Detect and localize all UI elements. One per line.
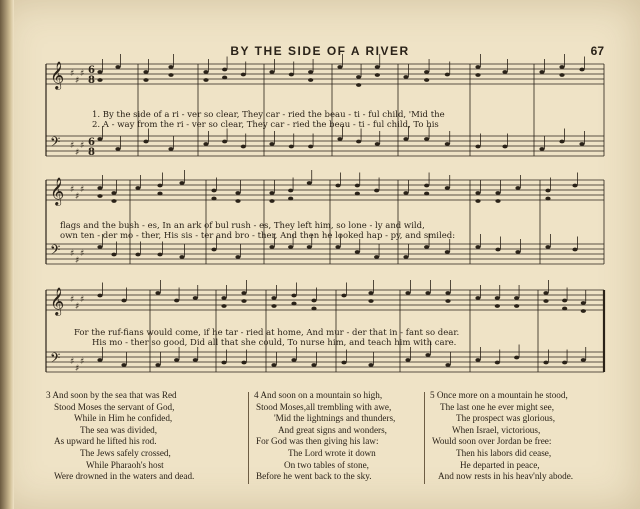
note-head: [157, 184, 162, 188]
note-head: [289, 145, 294, 149]
note-head: [495, 191, 500, 195]
note-head: [445, 363, 450, 367]
sharp-icon: ♯: [75, 76, 80, 86]
note-head: [445, 73, 450, 77]
bass-clef-icon: 𝄢: [50, 350, 61, 369]
verse-divider: [248, 392, 249, 484]
treble-clef-icon: 𝄞: [50, 177, 65, 205]
verse-3: [46, 390, 194, 483]
verse-line: The Jews safely crossed,: [80, 447, 171, 458]
note-head: [475, 245, 480, 249]
note-head: [289, 73, 294, 77]
note-head: [121, 299, 126, 303]
note-head: [311, 307, 316, 311]
verse-line: 'Mid the lightnings and thunders,: [274, 413, 396, 424]
note-head: [374, 255, 379, 259]
note-head: [308, 145, 313, 149]
time-signature: 6: [88, 137, 95, 148]
note-head: [514, 356, 519, 360]
note-head: [581, 358, 586, 362]
note-head: [545, 245, 550, 249]
verse-line: Stood Moses the servant of God,: [54, 401, 175, 412]
note-head: [356, 140, 361, 144]
sharp-icon: ♯: [80, 141, 85, 151]
note-head: [269, 70, 274, 74]
note-head: [271, 296, 276, 300]
time-signature: 6: [88, 65, 95, 76]
note-head: [579, 68, 584, 72]
note-head: [235, 191, 240, 195]
note-head: [559, 65, 564, 69]
lyric-line: His mo - ther so good, Did all that she could, To nurse him, and teach him with care.: [92, 338, 457, 348]
note-head: [222, 140, 227, 144]
sharp-icon: ♯: [75, 256, 80, 266]
note-head: [403, 191, 408, 195]
note-head: [515, 186, 520, 190]
note-head: [581, 309, 586, 313]
note-head: [403, 137, 408, 141]
note-head: [335, 184, 340, 188]
verse-line: The prospect was glorious,: [456, 413, 555, 424]
verse-line: Stood Moses,all trembling with awe,: [256, 401, 392, 412]
note-head: [475, 65, 480, 69]
verse-line: The Lord wrote it down: [288, 447, 376, 458]
note-head: [405, 291, 410, 295]
note-head: [241, 291, 246, 295]
note-head: [374, 189, 379, 193]
verse-5: [430, 390, 573, 483]
note-head: [424, 192, 429, 196]
note-head: [222, 68, 227, 72]
note-head: [543, 361, 548, 365]
sharp-icon: ♯: [80, 185, 85, 195]
note-head: [375, 142, 380, 146]
note-head: [337, 65, 342, 69]
note-head: [424, 184, 429, 188]
sharp-icon: ♯: [70, 295, 75, 305]
note-head: [97, 186, 102, 190]
note-head: [111, 191, 116, 195]
note-head: [143, 70, 148, 74]
bass-clef-icon: 𝄢: [50, 134, 61, 153]
note-head: [543, 291, 548, 295]
note-head: [572, 184, 577, 188]
note-head: [539, 147, 544, 151]
note-head: [241, 145, 246, 149]
note-head: [135, 186, 140, 190]
bass-clef-icon: 𝄢: [50, 242, 61, 261]
sharp-icon: ♯: [70, 141, 75, 151]
note-head: [445, 250, 450, 254]
note-head: [235, 255, 240, 259]
note-head: [425, 353, 430, 357]
lyric-line: own ten - der mo - ther, His sis - ter and bro - ther, And then he looked hap - py, and smiled:: [60, 231, 456, 241]
note-head: [269, 199, 274, 203]
note-head: [221, 304, 226, 308]
note-head: [174, 299, 179, 303]
note-head: [445, 186, 450, 190]
sharp-icon: ♯: [75, 148, 80, 158]
note-head: [157, 253, 162, 257]
note-head: [211, 189, 216, 193]
note-head: [307, 245, 312, 249]
lyric-line: For the ruf-fians would come, if he tar - ried at home, And mur - der that in - fant so dear.: [74, 328, 460, 338]
verse-line: Would soon over Jordan be free:: [432, 436, 552, 447]
note-head: [572, 248, 577, 252]
lyric-line: 1. By the side of a ri - ver so clear, They car - ried the beau - ti - ful child, 'Mid the: [92, 110, 445, 120]
note-head: [368, 363, 373, 367]
note-head: [203, 70, 208, 74]
note-head: [308, 78, 313, 82]
note-head: [193, 358, 198, 362]
note-head: [269, 142, 274, 146]
verse-line: As upward he lifted his rod.: [54, 436, 157, 447]
note-head: [424, 137, 429, 141]
note-head: [475, 145, 480, 149]
note-head: [539, 70, 544, 74]
note-head: [307, 181, 312, 185]
note-head: [425, 291, 430, 295]
sharp-icon: ♯: [80, 357, 85, 367]
note-head: [221, 296, 226, 300]
verse-line: While in Him he confided,: [74, 413, 173, 424]
time-signature: 8: [88, 75, 95, 86]
note-head: [221, 361, 226, 365]
note-head: [355, 184, 360, 188]
note-head: [475, 199, 480, 203]
note-head: [271, 363, 276, 367]
note-head: [174, 358, 179, 362]
note-head: [543, 299, 548, 303]
note-head: [168, 65, 173, 69]
sharp-icon: ♯: [80, 69, 85, 79]
verse-4: [254, 390, 395, 483]
note-head: [579, 142, 584, 146]
note-head: [403, 255, 408, 259]
note-head: [291, 302, 296, 306]
verse-line: Before he went back to the sky.: [256, 471, 372, 482]
page-number: 67: [590, 44, 604, 58]
note-head: [291, 294, 296, 298]
note-head: [515, 250, 520, 254]
note-head: [445, 291, 450, 295]
note-head: [155, 363, 160, 367]
note-head: [475, 191, 480, 195]
note-head: [559, 73, 564, 77]
note-head: [562, 307, 567, 311]
note-head: [341, 294, 346, 298]
note-head: [97, 358, 102, 362]
note-head: [368, 291, 373, 295]
note-head: [502, 70, 507, 74]
note-head: [135, 253, 140, 257]
verse-line: Were drowned in the waters and dead.: [54, 471, 195, 482]
sharp-icon: ♯: [75, 192, 80, 202]
note-head: [241, 299, 246, 303]
note-head: [495, 199, 500, 203]
note-head: [179, 255, 184, 259]
note-head: [241, 361, 246, 365]
note-head: [559, 140, 564, 144]
verse-line: He departed in peace,: [460, 459, 540, 470]
note-head: [222, 76, 227, 80]
note-head: [424, 245, 429, 249]
note-head: [311, 299, 316, 303]
note-head: [203, 78, 208, 82]
note-head: [288, 197, 293, 201]
note-head: [355, 250, 360, 254]
note-head: [375, 65, 380, 69]
sharp-icon: ♯: [70, 185, 75, 195]
note-head: [424, 70, 429, 74]
note-head: [155, 291, 160, 295]
note-head: [405, 358, 410, 362]
sharp-icon: ♯: [75, 302, 80, 312]
lyric-line: flags and the bush - es, In an ark of bul rush - es, They left him, so lone - ly and wild,: [60, 221, 425, 231]
note-head: [97, 78, 102, 82]
verse-line: 5 Once more on a mountain he stood,: [430, 390, 568, 400]
verse-line: And great signs and wonders,: [278, 424, 387, 435]
verse-divider: [424, 392, 425, 484]
page-title: BY THE SIDE OF A RIVER: [230, 44, 410, 58]
note-head: [203, 142, 208, 146]
sharp-icon: ♯: [80, 249, 85, 259]
treble-clef-icon: 𝄞: [50, 287, 65, 315]
note-head: [269, 191, 274, 195]
note-head: [111, 199, 116, 203]
note-head: [445, 299, 450, 303]
note-head: [502, 145, 507, 149]
note-head: [495, 296, 500, 300]
note-head: [375, 73, 380, 77]
note-head: [562, 299, 567, 303]
verse-line: And now rests in his heav'nly abode.: [438, 471, 574, 482]
note-head: [475, 296, 480, 300]
sharp-icon: ♯: [80, 295, 85, 305]
verse-line: On two tables of stone,: [284, 459, 369, 470]
note-head: [235, 199, 240, 203]
note-head: [335, 245, 340, 249]
note-head: [341, 361, 346, 365]
note-head: [115, 147, 120, 151]
note-head: [211, 197, 216, 201]
note-head: [356, 83, 361, 87]
note-head: [337, 137, 342, 141]
note-head: [115, 65, 120, 69]
note-head: [193, 296, 198, 300]
note-head: [97, 70, 102, 74]
note-head: [445, 142, 450, 146]
sharp-icon: ♯: [75, 364, 80, 374]
note-head: [143, 78, 148, 82]
note-head: [356, 75, 361, 79]
note-head: [288, 189, 293, 193]
note-head: [241, 73, 246, 77]
note-head: [291, 358, 296, 362]
verse-line: 4 And soon on a mountain so high,: [254, 390, 383, 400]
note-head: [97, 137, 102, 141]
note-head: [514, 304, 519, 308]
note-head: [168, 147, 173, 151]
time-signature: 8: [88, 147, 95, 158]
sharp-icon: ♯: [70, 357, 75, 367]
lyric-line: 2. A - way from the ri - ver so clear, They car - ried the beau - ti - ful child, To his: [92, 120, 439, 130]
sharp-icon: ♯: [70, 69, 75, 79]
note-head: [475, 73, 480, 77]
note-head: [308, 70, 313, 74]
note-head: [545, 189, 550, 193]
note-head: [269, 245, 274, 249]
note-head: [157, 192, 162, 196]
note-head: [545, 197, 550, 201]
note-head: [355, 192, 360, 196]
note-head: [475, 358, 480, 362]
treble-clef-icon: 𝄞: [50, 61, 65, 89]
verse-line: While Pharaoh's host: [86, 459, 164, 470]
note-head: [179, 181, 184, 185]
note-head: [97, 194, 102, 198]
verse-line: Then his labors did cease,: [456, 447, 552, 458]
verse-line: For God was then giving his law:: [256, 436, 379, 447]
note-head: [495, 248, 500, 252]
note-head: [168, 73, 173, 77]
verse-line: The sea was divided,: [80, 424, 158, 435]
note-head: [288, 245, 293, 249]
note-head: [495, 304, 500, 308]
note-head: [111, 253, 116, 257]
note-head: [121, 363, 126, 367]
note-head: [97, 245, 102, 249]
verse-line: 3 And soon by the sea that was Red: [46, 390, 177, 400]
note-head: [581, 301, 586, 305]
note-head: [311, 363, 316, 367]
sharp-icon: ♯: [70, 249, 75, 259]
note-head: [271, 304, 276, 308]
verse-line: When Israel, victorious,: [452, 424, 541, 435]
note-head: [143, 140, 148, 144]
note-head: [368, 299, 373, 303]
note-head: [495, 361, 500, 365]
note-head: [211, 248, 216, 252]
note-head: [403, 75, 408, 79]
note-head: [562, 361, 567, 365]
verse-line: The last one he ever might see,: [440, 401, 555, 412]
note-head: [97, 294, 102, 298]
note-head: [424, 78, 429, 82]
note-head: [514, 296, 519, 300]
